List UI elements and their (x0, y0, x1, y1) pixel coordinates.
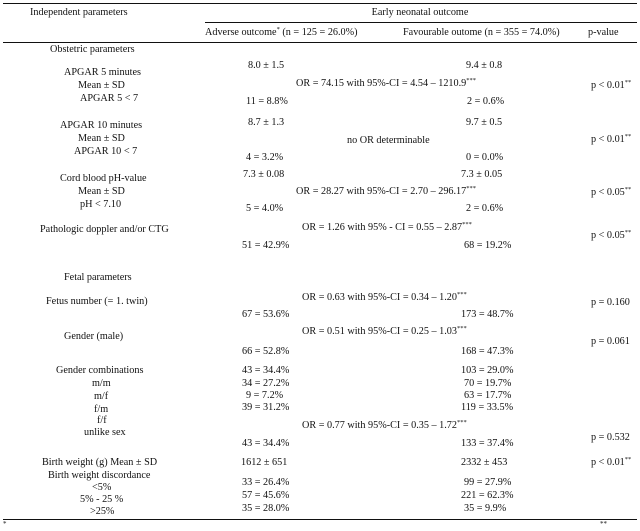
discordance-row-label: >25% (90, 506, 115, 517)
section-title-fetal: Fetal parameters (64, 272, 132, 283)
gender-comb-row-adverse: 9 = 7.2% (246, 390, 284, 401)
gender-adverse-count: 66 = 52.8% (242, 346, 290, 357)
apgar5-favourable-count: 2 = 0.6% (467, 96, 505, 107)
birth-weight-adverse: 1612 ± 651 (241, 457, 288, 468)
discordance-row-adverse: 35 = 28.0% (242, 503, 290, 514)
apgar10-favourable-mean: 9.7 ± 0.5 (466, 117, 503, 128)
gender-comb-row-favourable: 70 = 19.7% (464, 378, 512, 389)
cord-favourable-count: 2 = 0.6% (466, 203, 504, 214)
gender-comb-row-favourable: 103 = 29.0% (461, 365, 514, 376)
discordance-row-favourable: 35 = 9.9% (464, 503, 507, 514)
cord-favourable-mean: 7.3 ± 0.05 (461, 169, 503, 180)
gender-comb-row-adverse: 34 = 27.2% (242, 378, 290, 389)
cord-adverse-count: 5 = 4.0% (246, 203, 284, 214)
gender-p-value: p = 0.061 (591, 336, 630, 347)
top-rule (3, 3, 637, 4)
fetus-number-odds-ratio: OR = 0.63 with 95%-CI = 0.34 – 1.20*** (302, 291, 467, 303)
discordance-row-favourable: 99 = 27.9% (464, 477, 512, 488)
gender-label: Gender (male) (64, 331, 124, 342)
gender-comb-row-label: f/m (94, 404, 109, 415)
header-favourable-outcome: Favourable outome (n = 355 = 74.0%) (403, 27, 560, 38)
fetus-number-adverse-count: 67 = 53.6% (242, 309, 290, 320)
unlike-sex-odds-ratio: OR = 0.77 with 95%-CI = 0.35 – 1.72*** (302, 419, 467, 431)
doppler-favourable-count: 68 = 19.2% (464, 240, 512, 251)
apgar10-adverse-count: 4 = 3.2% (246, 152, 284, 163)
birth-weight-p-value: p < 0.01** (591, 456, 632, 468)
discordance-row-label: <5% (92, 482, 112, 493)
apgar5-mean-label: Mean ± SD (78, 80, 125, 91)
cord-odds-ratio: OR = 28.27 with 95%-CI = 2.70 – 296.17*** (296, 185, 476, 197)
cord-ph-label: Cord blood pH-value (60, 173, 147, 184)
apgar5-odds-ratio: OR = 74.15 with 95%-CI = 4.54 – 1210.9*** (296, 77, 476, 89)
section-title-obstetric: Obstetric parameters (50, 44, 135, 55)
gender-comb-row-favourable: 119 = 33.5% (461, 402, 514, 413)
discordance-row-adverse: 57 = 45.6% (242, 490, 290, 501)
unlike-sex-label: unlike sex (84, 427, 126, 438)
apgar5-adverse-mean: 8.0 ± 1.5 (248, 60, 285, 71)
unlike-sex-adverse-count: 43 = 34.4% (242, 438, 290, 449)
gender-comb-row-adverse: 39 = 31.2% (242, 402, 290, 413)
gender-comb-row-label: f/f (97, 415, 107, 426)
gender-comb-row-label: m/m (92, 378, 111, 389)
cord-p-value: p < 0.05** (591, 186, 632, 198)
unlike-sex-p-value: p = 0.532 (591, 432, 630, 443)
gender-favourable-count: 168 = 47.3% (461, 346, 514, 357)
cord-adverse-mean: 7.3 ± 0.08 (243, 169, 285, 180)
apgar5-lt-label: APGAR 5 < 7 (80, 93, 139, 104)
header-independent-parameters: Independent parameters (30, 7, 128, 18)
birth-weight-label: Birth weight (g) Mean ± SD (42, 457, 158, 468)
apgar5-label: APGAR 5 minutes (64, 67, 141, 78)
doppler-odds-ratio: OR = 1.26 with 95% - CI = 0.55 – 2.87*** (302, 221, 472, 233)
group-rule (205, 22, 637, 23)
apgar10-p-value: p < 0.01** (591, 133, 632, 145)
doppler-adverse-count: 51 = 42.9% (242, 240, 290, 251)
footnote-mark-left: * (3, 520, 7, 528)
gender-comb-row-adverse: 43 = 34.4% (242, 365, 290, 376)
gender-comb-row-label: m/f (94, 391, 109, 402)
birth-weight-favourable: 2332 ± 453 (461, 457, 508, 468)
cord-lt-label: pH < 7.10 (80, 199, 122, 210)
discordance-row-label: 5% - 25 % (80, 494, 124, 505)
doppler-p-value: p < 0.05** (591, 229, 632, 241)
fetus-number-favourable-count: 173 = 48.7% (461, 309, 514, 320)
fetus-number-label: Fetus number (= 1. twin) (46, 296, 148, 307)
apgar10-favourable-count: 0 = 0.0% (466, 152, 504, 163)
apgar5-adverse-count: 11 = 8.8% (246, 96, 288, 107)
apgar5-favourable-mean: 9.4 ± 0.8 (466, 60, 503, 71)
gender-comb-row-favourable: 63 = 17.7% (464, 390, 512, 401)
header-rule (3, 42, 637, 43)
apgar10-lt-label: APGAR 10 < 7 (74, 146, 138, 157)
gender-odds-ratio: OR = 0.51 with 95%-CI = 0.25 – 1.03*** (302, 325, 467, 337)
discordance-label: Birth weight discordance (48, 470, 151, 481)
apgar10-label: APGAR 10 minutes (60, 120, 143, 131)
apgar10-adverse-mean: 8.7 ± 1.3 (248, 117, 285, 128)
apgar5-p-value: p < 0.01** (591, 79, 632, 91)
fetus-number-p-value: p = 0.160 (591, 297, 630, 308)
apgar10-mean-label: Mean ± SD (78, 133, 125, 144)
header-adverse-outcome: Adverse outcome* (n = 125 = 26.0%) (205, 26, 358, 38)
discordance-row-favourable: 221 = 62.3% (461, 490, 514, 501)
apgar10-odds-ratio: no OR determinable (347, 135, 430, 146)
header-p-value: p-value (588, 27, 619, 38)
unlike-sex-favourable-count: 133 = 37.4% (461, 438, 514, 449)
gender-combinations-label: Gender combinations (56, 365, 144, 376)
cord-mean-label: Mean ± SD (78, 186, 125, 197)
discordance-row-adverse: 33 = 26.4% (242, 477, 290, 488)
doppler-label: Pathologic doppler and/or CTG (40, 224, 169, 235)
header-early-neonatal-outcome: Early neonatal outcome (371, 7, 469, 18)
bottom-rule (3, 519, 637, 520)
footnote-mark-right: ** (600, 520, 607, 528)
